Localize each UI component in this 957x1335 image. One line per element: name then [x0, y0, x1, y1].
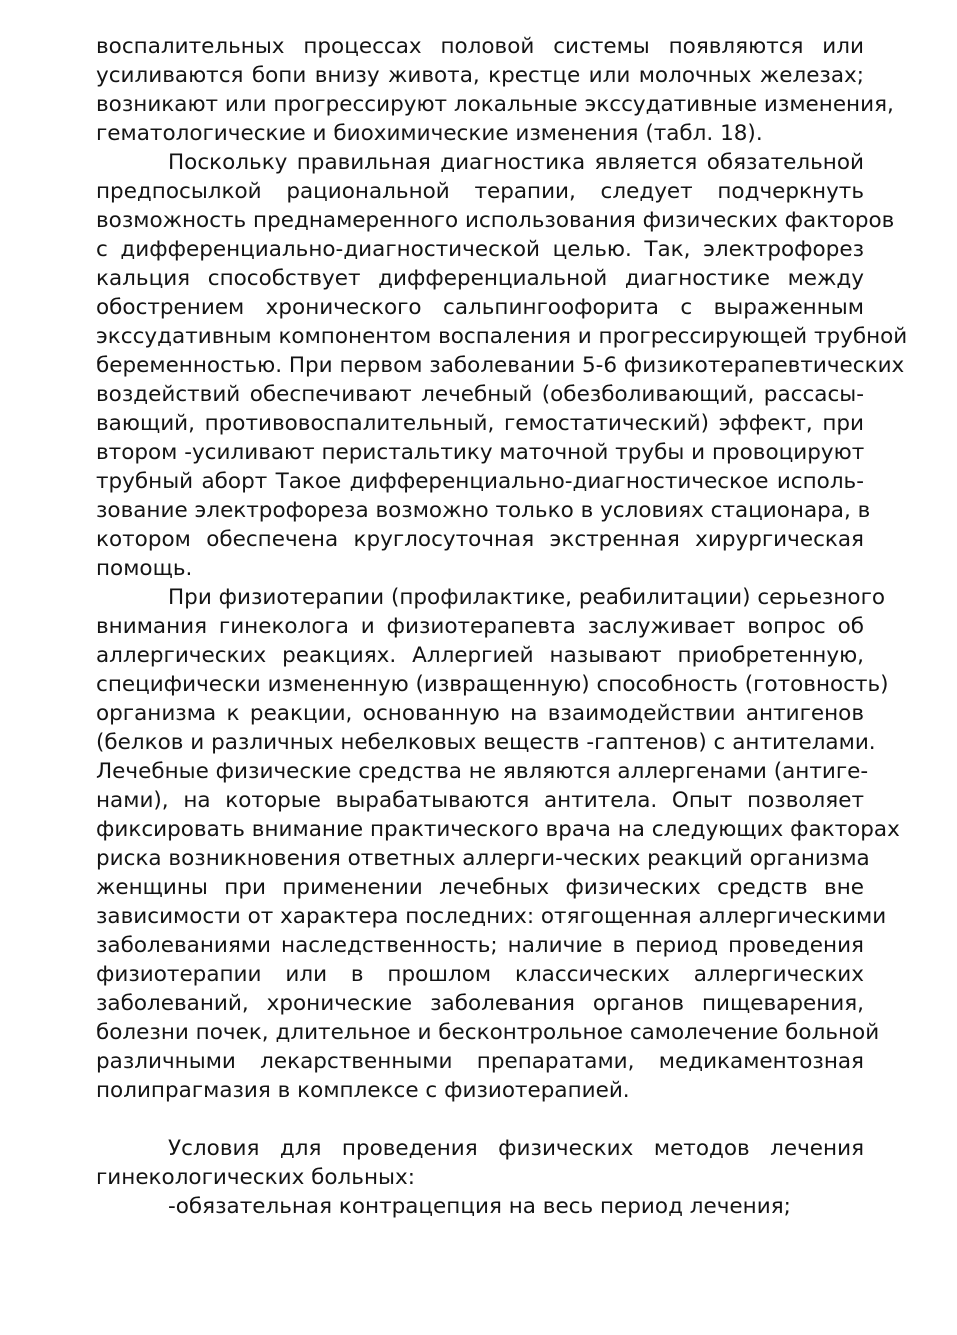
list-item-contraception — [96, 1192, 864, 1221]
text-line: помощь. — [96, 556, 193, 581]
text-line: беременностью. При первом заболевании 5-6 физикотерапевтических — [96, 353, 905, 378]
text-line: котором обеспечена круглосуточная экстренная хирургическая — [96, 527, 864, 552]
text-line: полипрагмазия в комплексе с физиотерапией. — [96, 1078, 630, 1103]
text-line: обострением хронического сальпингоофорита с выраженным — [96, 295, 864, 320]
text-line: При физиотерапии (профилактике, реабилитации) серьезного — [168, 585, 886, 610]
text-line: -обязательная контрацепция на весь период лечения; — [168, 1194, 791, 1219]
text-line: внимания гинеколога и физиотерапевта заслуживает вопрос об — [96, 614, 864, 639]
text-line: различными лекарственными препаратами, медикаментозная — [96, 1049, 864, 1074]
text-line: зование электрофореза возможно только в условиях стационара, в — [96, 498, 871, 523]
text-line: женщины при применении лечебных физических средств вне — [96, 875, 864, 900]
text-line: Условия для проведения физических методов лечения — [168, 1136, 864, 1161]
text-line: организма к реакции, основанную на взаимодействии антигенов — [96, 701, 864, 726]
text-line: трубный аборт Такое дифференциально-диагностическое исполь- — [96, 469, 864, 494]
text-line: нами), на которые вырабатываются антитела. Опыт позволяет — [96, 788, 864, 813]
paragraph-continuation — [96, 32, 894, 148]
text-line: Поскольку правильная диагностика является обязательной — [168, 150, 864, 175]
text-line: болезни почек, длительное и бесконтрольное самолечение больной — [96, 1020, 880, 1045]
text-line: заболеваний, хронические заболевания органов пищеварения, — [96, 991, 864, 1016]
paragraph-diagnostics — [96, 148, 908, 583]
text-line: воздействий обеспечивают лечебный (обезболивающий, рассасы- — [96, 382, 864, 407]
text-line: вающий, противовоспалительный, гемостатический) эффект, при — [96, 411, 864, 436]
paragraph-gap — [96, 1105, 864, 1134]
text-line: зависимости от характера последних: отягощенная аллергическими — [96, 904, 887, 929]
text-line: гематологические и биохимические изменения (табл. 18). — [96, 121, 763, 146]
text-line: риска возникновения ответных аллерги-ческих реакций организма — [96, 846, 870, 871]
text-line: аллергических реакциях. Аллергией называют приобретенную, — [96, 643, 864, 668]
text-line: возникают или прогрессируют локальные экссудативные изменения, — [96, 92, 894, 117]
text-line: гинекологических больных: — [96, 1165, 415, 1190]
document-page — [96, 32, 908, 1221]
text-line: воспалительных процессах половой системы появляются или — [96, 34, 864, 59]
text-line: возможность преднамеренного использования физических факторов — [96, 208, 895, 233]
paragraph-allergy — [96, 583, 900, 1105]
text-line: Лечебные физические средства не являются аллергенами (антиге- — [96, 759, 869, 784]
text-line: с дифференциально-диагностической целью. Так, электрофорез — [96, 237, 864, 262]
text-line: фиксировать внимание практического врача на следующих факторах — [96, 817, 900, 842]
text-line: физиотерапии или в прошлом классических аллергических — [96, 962, 864, 987]
text-line: усиливаются бопи внизу живота, крестце или молочных железах; — [96, 63, 864, 88]
text-line: втором -усиливают перистальтику маточной трубы и провоцируют — [96, 440, 865, 465]
paragraph-conditions — [96, 1134, 864, 1192]
text-line: кальция способствует дифференциальной диагностике между — [96, 266, 864, 291]
text-line: заболеваниями наследственность; наличие в период проведения — [96, 933, 864, 958]
text-line: экссудативным компонентом воспаления и прогрессирующей трубной — [96, 324, 908, 349]
text-line: предпосылкой рациональной терапии, следует подчеркнуть — [96, 179, 864, 204]
text-line: (белков и различных небелковых веществ -гаптенов) с антителами. — [96, 730, 876, 755]
text-line: специфически измененную (извращенную) способность (готовность) — [96, 672, 889, 697]
